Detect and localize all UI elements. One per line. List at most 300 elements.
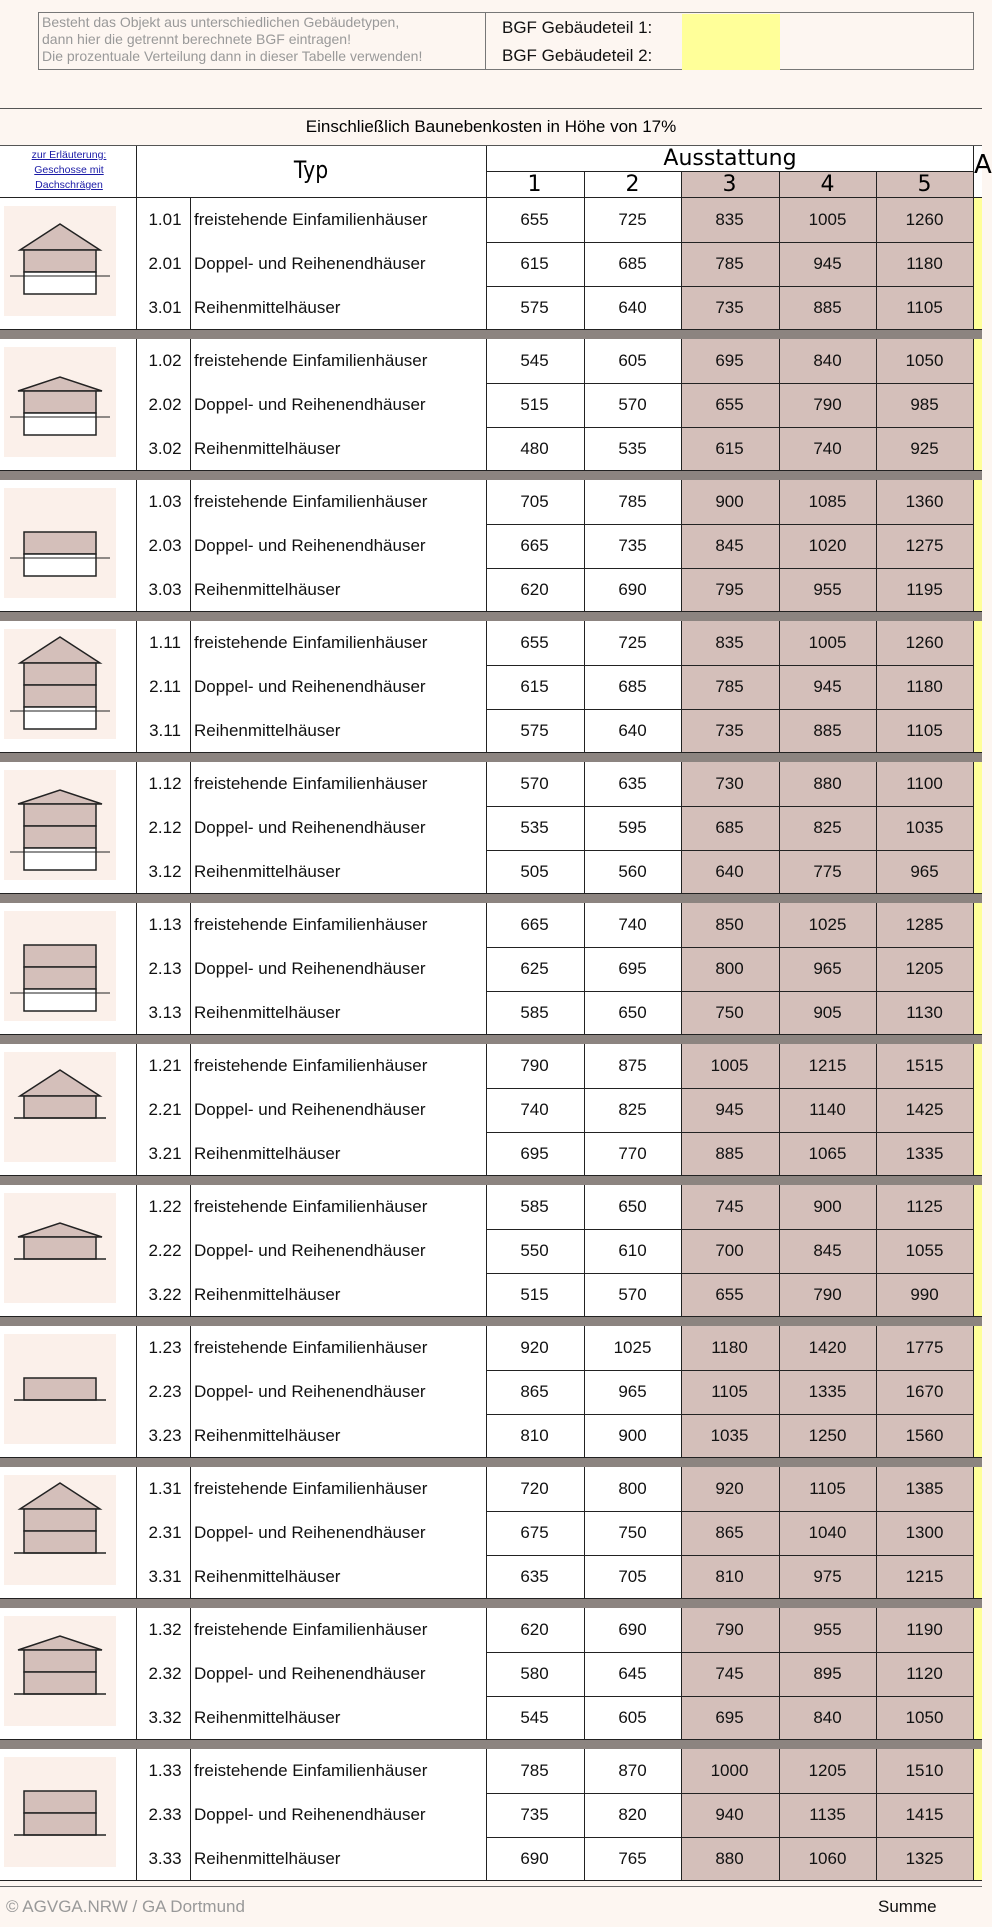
two-storey-flat-no-basement-icon <box>4 1757 116 1867</box>
type-code: 3.03 <box>148 580 182 599</box>
cost-value-level-3: 640 <box>715 862 744 881</box>
cost-value-level-1: 625 <box>520 959 549 978</box>
cost-value-level-3: 790 <box>715 1620 744 1639</box>
side-input-strip <box>974 1749 982 1881</box>
type-code: 1.01 <box>148 210 182 229</box>
building-type-group <box>0 1185 982 1317</box>
type-code: 1.13 <box>148 915 182 934</box>
bgf-instruction-note <box>38 12 486 70</box>
side-input-strip <box>974 339 982 471</box>
grid-line <box>136 621 137 753</box>
cost-value-level-4: 790 <box>813 1285 842 1304</box>
note-line: dann hier die getrennt berechnete BGF eintragen! <box>42 31 351 47</box>
cost-value-level-2: 690 <box>618 580 647 599</box>
type-code: 1.23 <box>148 1338 182 1357</box>
cost-value-level-3: 940 <box>715 1805 744 1824</box>
cost-value-level-1: 695 <box>520 1144 549 1163</box>
type-code: 2.03 <box>148 536 182 555</box>
cost-value-level-1: 480 <box>520 439 549 458</box>
type-code: 1.33 <box>148 1761 182 1780</box>
grid-line <box>190 198 191 330</box>
cost-value-level-3: 900 <box>715 492 744 511</box>
grid-line <box>190 339 191 471</box>
cost-value-level-2: 705 <box>618 1567 647 1586</box>
type-name: freistehende Einfamilienhäuser <box>194 1056 428 1075</box>
cost-value-level-3: 885 <box>715 1144 744 1163</box>
cost-value-level-5: 1260 <box>905 210 944 229</box>
cost-value-level-4: 1020 <box>808 536 847 555</box>
building-type-group <box>0 1044 982 1176</box>
cost-value-level-4: 1135 <box>809 1805 846 1824</box>
cost-value-level-3: 1005 <box>710 1056 749 1075</box>
cost-value-level-2: 685 <box>618 677 647 696</box>
cost-value-level-5: 1260 <box>905 633 944 652</box>
building-type-group <box>0 1467 982 1599</box>
cost-value-level-4: 955 <box>813 1620 842 1639</box>
grid-line <box>136 480 137 612</box>
cost-value-level-3: 785 <box>715 254 744 273</box>
type-name: Doppel- und Reihenendhäuser <box>194 1523 426 1542</box>
type-name: Doppel- und Reihenendhäuser <box>194 1805 426 1824</box>
cost-value-level-4: 775 <box>813 862 842 881</box>
cost-value-level-4: 1060 <box>808 1849 847 1868</box>
cost-value-level-2: 650 <box>618 1197 647 1216</box>
cost-value-level-3: 845 <box>715 536 744 555</box>
side-input-strip <box>974 903 982 1035</box>
roof-no-basement-icon <box>4 1052 116 1162</box>
cost-value-level-4: 1040 <box>808 1523 847 1542</box>
group-separator <box>0 612 982 621</box>
cost-value-level-2: 650 <box>618 1003 647 1022</box>
type-name: freistehende Einfamilienhäuser <box>194 1338 428 1357</box>
level-header-3: 3 <box>722 172 737 197</box>
type-code: 2.13 <box>148 959 182 978</box>
type-name: Reihenmittelhäuser <box>194 580 341 599</box>
cost-value-level-1: 585 <box>520 1197 549 1216</box>
cost-value-level-4: 790 <box>813 395 842 414</box>
grid-line <box>190 903 191 1035</box>
flat-roof-attic-basement-icon <box>4 347 116 457</box>
cost-value-level-3: 785 <box>715 677 744 696</box>
cost-value-level-1: 515 <box>520 395 549 414</box>
cost-value-level-5: 1035 <box>905 818 944 837</box>
building-type-group <box>0 339 982 471</box>
cost-value-level-5: 1300 <box>905 1523 944 1542</box>
cost-value-level-4: 975 <box>813 1567 842 1586</box>
type-name: Doppel- und Reihenendhäuser <box>194 395 426 414</box>
cost-value-level-1: 920 <box>520 1338 549 1357</box>
type-name: Reihenmittelhäuser <box>194 721 341 740</box>
cost-value-level-4: 1085 <box>808 492 847 511</box>
grid-line <box>190 1749 191 1881</box>
type-name: Reihenmittelhäuser <box>194 1285 341 1304</box>
building-type-group <box>0 903 982 1035</box>
type-code: 1.11 <box>149 633 181 652</box>
grid-line <box>136 762 137 894</box>
building-type-group <box>0 762 982 894</box>
side-input-strip <box>974 1185 982 1317</box>
cost-value-level-3: 945 <box>715 1100 744 1119</box>
cost-value-level-1: 655 <box>520 633 549 652</box>
grid-line <box>973 1749 974 1881</box>
cost-value-level-4: 740 <box>813 439 842 458</box>
side-input-strip <box>974 621 982 753</box>
cost-value-level-3: 615 <box>715 439 744 458</box>
cost-value-level-4: 905 <box>813 1003 842 1022</box>
building-type-group <box>0 198 982 330</box>
cost-value-level-3: 745 <box>715 1664 744 1683</box>
type-code: 2.21 <box>148 1100 182 1119</box>
building-type-group <box>0 1749 982 1881</box>
type-code: 3.33 <box>148 1849 182 1868</box>
cost-value-level-2: 965 <box>618 1382 647 1401</box>
cost-value-level-2: 595 <box>618 818 647 837</box>
explanation-link[interactable] <box>4 148 134 193</box>
cost-value-level-1: 655 <box>520 210 549 229</box>
cost-value-level-2: 740 <box>618 915 647 934</box>
cost-value-level-5: 1415 <box>905 1805 944 1824</box>
cost-value-level-3: 810 <box>715 1567 744 1586</box>
type-name: freistehende Einfamilienhäuser <box>194 1479 428 1498</box>
type-code: 1.02 <box>148 351 182 370</box>
cost-value-level-5: 990 <box>910 1285 939 1304</box>
cost-value-level-1: 665 <box>520 536 549 555</box>
side-input-strip <box>974 480 982 612</box>
cost-value-level-3: 1180 <box>711 1338 748 1357</box>
cost-value-level-2: 750 <box>618 1523 647 1542</box>
cost-value-level-1: 705 <box>520 492 549 511</box>
cost-value-level-5: 1125 <box>906 1197 943 1216</box>
grid-line <box>136 1326 137 1458</box>
group-separator <box>0 471 982 480</box>
cost-value-level-2: 645 <box>618 1664 647 1683</box>
cost-value-level-2: 765 <box>618 1849 647 1868</box>
level-header-4: 4 <box>820 172 835 197</box>
cost-value-level-5: 1335 <box>905 1144 944 1163</box>
cost-value-level-4: 840 <box>813 351 842 370</box>
cost-value-level-5: 1190 <box>906 1620 943 1639</box>
grid-line <box>136 1185 137 1317</box>
cost-value-level-5: 1205 <box>905 959 944 978</box>
two-storey-flat-attic-basement-icon <box>4 770 116 880</box>
cost-value-level-4: 955 <box>813 580 842 599</box>
type-name: Reihenmittelhäuser <box>194 298 341 317</box>
grid-line <box>190 621 191 753</box>
grid-line <box>973 762 974 894</box>
cost-value-level-5: 1775 <box>905 1338 944 1357</box>
cost-value-level-3: 800 <box>715 959 744 978</box>
two-storey-flat-basement-icon <box>4 911 116 1021</box>
cost-value-level-2: 800 <box>618 1479 647 1498</box>
grid-line <box>190 1326 191 1458</box>
cost-value-level-3: 1000 <box>710 1761 749 1780</box>
grid-line <box>136 1044 137 1176</box>
side-input-strip <box>974 1467 982 1599</box>
cost-value-level-1: 575 <box>520 721 549 740</box>
type-name: Doppel- und Reihenendhäuser <box>194 677 426 696</box>
cost-value-level-1: 635 <box>520 1567 549 1586</box>
bgf2-input[interactable] <box>682 42 780 70</box>
header-rule <box>681 172 682 198</box>
cost-value-level-3: 835 <box>715 633 744 652</box>
cost-value-level-5: 1510 <box>905 1761 944 1780</box>
cost-value-level-1: 545 <box>520 351 549 370</box>
flat-roof-basement-icon <box>4 488 116 598</box>
group-separator <box>0 1740 982 1749</box>
cost-value-level-5: 1180 <box>906 254 943 273</box>
type-code: 3.22 <box>148 1285 182 1304</box>
cost-value-level-3: 1035 <box>710 1426 749 1445</box>
cost-value-level-2: 605 <box>618 1708 647 1727</box>
type-name: Doppel- und Reihenendhäuser <box>194 1100 426 1119</box>
type-code: 2.32 <box>148 1664 182 1683</box>
grid-line <box>190 762 191 894</box>
cost-value-level-4: 895 <box>813 1664 842 1683</box>
cost-value-level-1: 785 <box>520 1761 549 1780</box>
cost-value-level-5: 1215 <box>905 1567 944 1586</box>
building-type-group <box>0 1326 982 1458</box>
link-line[interactable]: zur Erläuterung: <box>31 149 107 161</box>
type-name: freistehende Einfamilienhäuser <box>194 915 428 934</box>
bgf2-label: BGF Gebäudeteil 2: <box>502 46 653 65</box>
cost-value-level-4: 1420 <box>808 1338 847 1357</box>
cost-value-level-4: 1005 <box>808 633 847 652</box>
group-separator <box>0 1599 982 1608</box>
header-rule <box>779 172 780 198</box>
cost-value-level-3: 750 <box>715 1003 744 1022</box>
type-name: Reihenmittelhäuser <box>194 1567 341 1586</box>
cost-value-level-4: 945 <box>813 677 842 696</box>
cost-value-level-3: 835 <box>715 210 744 229</box>
header-rule <box>973 146 974 198</box>
cost-value-level-2: 735 <box>618 536 647 555</box>
cost-value-level-5: 1105 <box>906 721 943 740</box>
cost-value-level-1: 740 <box>520 1100 549 1119</box>
type-code: 2.01 <box>148 254 182 273</box>
grid-line <box>973 1467 974 1599</box>
header-rule <box>486 146 487 198</box>
cost-value-level-4: 1005 <box>808 210 847 229</box>
type-code: 1.32 <box>148 1620 182 1639</box>
cost-value-level-4: 885 <box>813 721 842 740</box>
cost-value-level-1: 735 <box>520 1805 549 1824</box>
cost-value-level-2: 535 <box>618 439 647 458</box>
cost-value-level-1: 550 <box>520 1241 549 1260</box>
type-name: Reihenmittelhäuser <box>194 1426 341 1445</box>
type-code: 1.03 <box>148 492 182 511</box>
grid-line <box>136 903 137 1035</box>
cost-value-level-2: 640 <box>618 298 647 317</box>
cost-value-level-1: 675 <box>520 1523 549 1542</box>
cost-value-level-4: 900 <box>813 1197 842 1216</box>
note-line: Besteht das Objekt aus unterschiedlichen Gebäudetypen, <box>42 14 400 30</box>
copyright-text: © AGVGA.NRW / GA Dortmund <box>6 1897 245 1916</box>
side-input-strip <box>974 1326 982 1458</box>
cost-value-level-3: 1105 <box>711 1382 748 1401</box>
cost-value-level-1: 720 <box>520 1479 549 1498</box>
cost-value-level-4: 1335 <box>808 1382 847 1401</box>
cost-value-level-4: 825 <box>813 818 842 837</box>
cost-value-level-5: 1325 <box>905 1849 944 1868</box>
cost-value-level-3: 865 <box>715 1523 744 1542</box>
side-input-strip <box>974 1608 982 1740</box>
roof-basement-icon <box>4 206 116 316</box>
cost-value-level-5: 985 <box>910 395 939 414</box>
type-name: freistehende Einfamilienhäuser <box>194 492 428 511</box>
cost-value-level-4: 1065 <box>808 1144 847 1163</box>
type-name: Reihenmittelhäuser <box>194 1849 341 1868</box>
grid-line <box>973 621 974 753</box>
cost-value-level-2: 870 <box>618 1761 647 1780</box>
type-code: 2.12 <box>148 818 182 837</box>
cost-value-level-5: 1285 <box>905 915 944 934</box>
cost-value-level-5: 1560 <box>905 1426 944 1445</box>
cost-value-level-1: 585 <box>520 1003 549 1022</box>
type-name: Doppel- und Reihenendhäuser <box>194 959 426 978</box>
type-code: 3.13 <box>148 1003 182 1022</box>
cost-value-level-5: 1670 <box>905 1382 944 1401</box>
side-input-strip <box>974 762 982 894</box>
cut-column-header: A <box>974 150 992 180</box>
cost-value-level-5: 1050 <box>905 1708 944 1727</box>
cost-value-level-1: 690 <box>520 1849 549 1868</box>
header-rule <box>486 171 974 172</box>
group-separator <box>0 894 982 903</box>
cost-value-level-2: 875 <box>618 1056 647 1075</box>
type-name: Doppel- und Reihenendhäuser <box>194 1241 426 1260</box>
cost-value-level-3: 730 <box>715 774 744 793</box>
cost-value-level-1: 575 <box>520 298 549 317</box>
type-name: Doppel- und Reihenendhäuser <box>194 536 426 555</box>
group-separator <box>0 1317 982 1326</box>
grid-line <box>973 480 974 612</box>
type-code: 1.31 <box>148 1479 182 1498</box>
grid-line <box>973 198 974 330</box>
grid-line <box>136 1608 137 1740</box>
cost-value-level-5: 1105 <box>906 298 943 317</box>
cost-value-level-1: 580 <box>520 1664 549 1683</box>
cost-value-level-4: 1025 <box>808 915 847 934</box>
type-name: freistehende Einfamilienhäuser <box>194 210 428 229</box>
cost-value-level-4: 845 <box>813 1241 842 1260</box>
type-code: 3.11 <box>149 721 181 740</box>
cost-value-level-3: 695 <box>715 1708 744 1727</box>
cost-value-level-1: 810 <box>520 1426 549 1445</box>
cost-value-level-2: 820 <box>618 1805 647 1824</box>
header-rule <box>136 146 137 198</box>
type-code: 3.32 <box>148 1708 182 1727</box>
grid-line <box>973 339 974 471</box>
type-code: 3.02 <box>148 439 182 458</box>
cost-value-level-3: 880 <box>715 1849 744 1868</box>
grid-line <box>973 1044 974 1176</box>
type-name: freistehende Einfamilienhäuser <box>194 774 428 793</box>
group-separator <box>0 1458 982 1467</box>
cost-value-level-2: 610 <box>618 1241 647 1260</box>
two-storey-roof-no-basement-icon <box>4 1475 116 1585</box>
grid-line <box>136 339 137 471</box>
page-title: Einschließlich Baunebenkosten in Höhe von 17% <box>0 108 982 146</box>
cost-value-level-3: 695 <box>715 351 744 370</box>
flat-roof-no-basement-icon <box>4 1334 116 1444</box>
cost-value-level-4: 1215 <box>808 1056 847 1075</box>
building-type-group <box>0 1608 982 1740</box>
level-header-5: 5 <box>917 172 932 197</box>
cost-value-level-2: 1025 <box>613 1338 652 1357</box>
cost-value-level-5: 1130 <box>906 1003 943 1022</box>
cost-value-level-4: 840 <box>813 1708 842 1727</box>
cost-value-level-4: 1140 <box>809 1100 846 1119</box>
grid-line <box>136 198 137 330</box>
bgf1-label: BGF Gebäudeteil 1: <box>502 18 653 37</box>
cost-value-level-5: 1100 <box>906 774 943 793</box>
type-code: 2.02 <box>148 395 182 414</box>
type-name: Doppel- und Reihenendhäuser <box>194 818 426 837</box>
type-name: Reihenmittelhäuser <box>194 439 341 458</box>
type-name: freistehende Einfamilienhäuser <box>194 1620 428 1639</box>
two-storey-roof-basement-icon <box>4 629 116 739</box>
footer <box>0 1886 982 1927</box>
grid-line <box>0 1880 982 1881</box>
cost-value-level-2: 770 <box>618 1144 647 1163</box>
cost-value-level-5: 965 <box>910 862 939 881</box>
note-line: Die prozentuale Verteilung dann in dieser Tabelle verwenden! <box>42 48 423 64</box>
grid-line <box>190 1467 191 1599</box>
type-code: 3.21 <box>148 1144 182 1163</box>
grid-line <box>136 1749 137 1881</box>
type-code: 3.01 <box>148 298 182 317</box>
header-rule <box>876 172 877 198</box>
cost-value-level-3: 850 <box>715 915 744 934</box>
cost-value-level-5: 1195 <box>906 580 943 599</box>
cost-value-level-4: 885 <box>813 298 842 317</box>
cost-value-level-4: 1105 <box>809 1479 846 1498</box>
type-code: 3.31 <box>148 1567 182 1586</box>
cost-value-level-2: 825 <box>618 1100 647 1119</box>
cost-value-level-2: 635 <box>618 774 647 793</box>
level-header-2: 2 <box>625 172 640 197</box>
cost-value-level-3: 745 <box>715 1197 744 1216</box>
cost-value-level-4: 965 <box>813 959 842 978</box>
cost-value-level-2: 560 <box>618 862 647 881</box>
cost-value-level-3: 685 <box>715 818 744 837</box>
type-name: Doppel- und Reihenendhäuser <box>194 254 426 273</box>
cost-value-level-2: 785 <box>618 492 647 511</box>
grid-line <box>190 1608 191 1740</box>
cost-value-level-2: 640 <box>618 721 647 740</box>
grid-line <box>973 1608 974 1740</box>
grid-line <box>973 903 974 1035</box>
cost-value-level-5: 1120 <box>906 1664 943 1683</box>
cost-value-level-2: 725 <box>618 633 647 652</box>
cost-value-level-2: 900 <box>618 1426 647 1445</box>
type-name: Doppel- und Reihenendhäuser <box>194 1382 426 1401</box>
group-separator <box>0 330 982 339</box>
side-input-strip <box>974 1044 982 1176</box>
cost-value-level-4: 945 <box>813 254 842 273</box>
cost-value-level-2: 605 <box>618 351 647 370</box>
cost-value-level-1: 545 <box>520 1708 549 1727</box>
typ-header: Typ <box>293 156 329 184</box>
bgf1-input[interactable] <box>682 14 780 42</box>
cost-value-level-2: 570 <box>618 395 647 414</box>
cost-value-level-2: 690 <box>618 1620 647 1639</box>
cost-value-level-1: 505 <box>520 862 549 881</box>
link-line[interactable]: Geschosse mit <box>34 164 104 176</box>
cost-value-level-5: 1055 <box>905 1241 944 1260</box>
link-line[interactable]: Dachschrägen <box>35 179 103 191</box>
group-separator <box>0 1035 982 1044</box>
